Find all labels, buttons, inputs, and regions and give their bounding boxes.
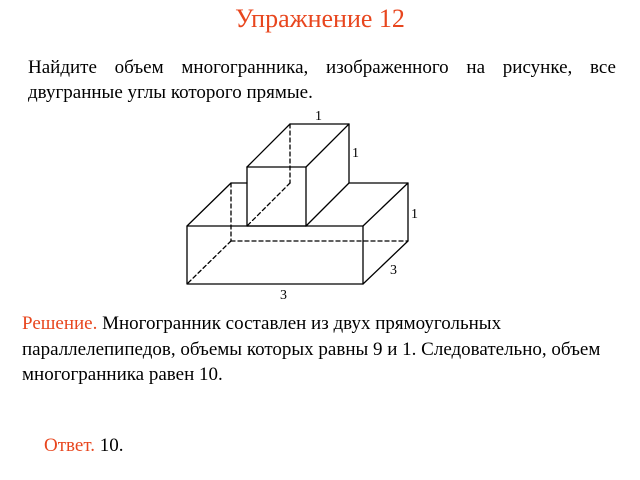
label-base-height: 1 bbox=[411, 207, 418, 222]
answer-label: Ответ. bbox=[44, 435, 95, 456]
base-right-face bbox=[363, 183, 408, 284]
solution-block bbox=[22, 311, 622, 388]
base-top-outline bbox=[187, 183, 408, 226]
label-top-width: 1 bbox=[315, 109, 322, 124]
problem-statement: Найдите объем многогранника, изображенного на рисунке, все двугранные углы которого прямые. bbox=[28, 57, 616, 103]
label-base-width: 3 bbox=[280, 288, 287, 303]
exercise-title: Упражнение 12 bbox=[235, 4, 405, 33]
solution-label: Решение. bbox=[22, 313, 98, 334]
label-base-depth: 3 bbox=[390, 263, 397, 278]
solution-text: Многогранник составлен из двух прямоугольных параллелепипедов, объемы которых равны 9 и 1. Следовательно, объем многогранника равен 10. bbox=[22, 313, 601, 385]
answer-value: 10. bbox=[99, 435, 124, 456]
answer-block bbox=[44, 433, 123, 458]
label-top-height: 1 bbox=[352, 146, 359, 161]
base-front-face bbox=[187, 226, 363, 284]
hidden-edges bbox=[187, 124, 408, 284]
